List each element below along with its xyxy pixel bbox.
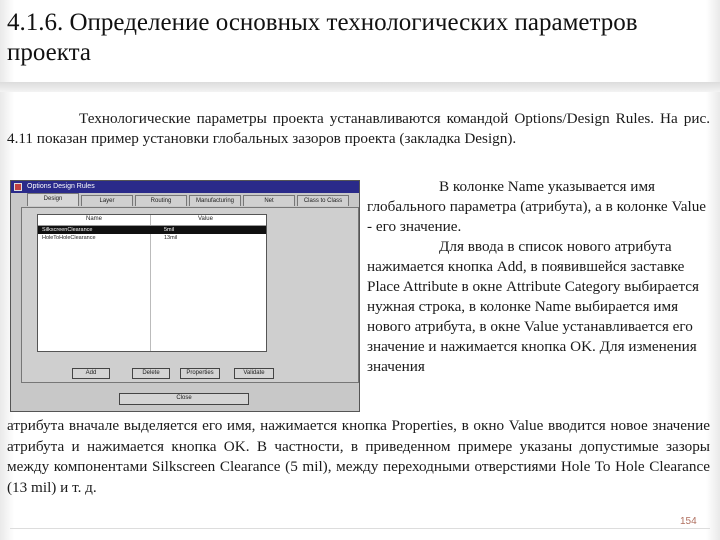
column-name-header: Name bbox=[86, 216, 103, 222]
tab-layer[interactable]: Layer bbox=[81, 195, 133, 206]
tab-manufacturing[interactable]: Manufacturing bbox=[189, 195, 241, 206]
tab-design[interactable]: Design bbox=[27, 193, 79, 206]
row-value: 13mil bbox=[164, 235, 178, 241]
body-paragraph-tail: атрибута вначале выделяется его имя, нажимается кнопка Properties, в окно Value вводится новое значение атрибута и нажимается кнопка OK. В частности, в приведенном примере указаны допустимые зазоры между компонентами Silkscreen Clearance (5 mil), между переходными отверстиями Hole To Hole Clearance (13 mil) и т. д. bbox=[7, 417, 710, 496]
dialog-tabs bbox=[21, 193, 359, 207]
table-header bbox=[38, 215, 266, 226]
slide-title: 4.1.6. Определение основных технологических параметров проекта bbox=[7, 9, 638, 66]
intro-paragraph bbox=[7, 109, 710, 149]
footer-divider bbox=[10, 528, 710, 529]
attributes-table bbox=[37, 214, 267, 352]
side-text-1: В колонке Name указывается имя глобального параметра (атрибута), а в колонке Value - его значение. bbox=[367, 178, 707, 235]
dialog-title-bar bbox=[11, 181, 359, 193]
tab-routing[interactable]: Routing bbox=[135, 195, 187, 206]
tab-class-to-class[interactable]: Class to Class bbox=[297, 195, 349, 206]
intro-text: Технологические параметры проекта устанавливаются командой Options/Design Rules. На рис. 4.11 показан пример установки глобальных зазоров проекта (закладка Design). bbox=[7, 110, 710, 147]
design-rules-dialog bbox=[10, 180, 360, 412]
table-row[interactable] bbox=[38, 226, 266, 234]
page-number: 154 bbox=[680, 516, 697, 527]
app-icon bbox=[14, 183, 22, 191]
close-button[interactable]: Close bbox=[119, 393, 249, 405]
delete-button[interactable]: Delete bbox=[132, 368, 170, 379]
validate-button[interactable]: Validate bbox=[234, 368, 274, 379]
tab-panel bbox=[21, 207, 359, 383]
side-text-2: Для ввода в список нового атрибута нажимается кнопка Add, в появившейся заставке Place Attribute в окне Attribute Category выбирается нужная строка, в колонке Name выбирается имя нового атрибута, в окне Value устанавливается его значение и нажимается кнопка OK. Для изменения значения bbox=[367, 238, 700, 375]
row-value: 5mil bbox=[164, 227, 175, 233]
side-text bbox=[367, 177, 710, 377]
table-row[interactable] bbox=[38, 234, 266, 242]
row-name: HoleToHoleClearance bbox=[42, 235, 96, 241]
tab-net[interactable]: Net bbox=[243, 195, 295, 206]
row-name: SilkscreenClearance bbox=[42, 227, 93, 233]
properties-button[interactable]: Properties bbox=[180, 368, 220, 379]
side-paragraph-1 bbox=[367, 177, 710, 237]
side-paragraph-2 bbox=[367, 237, 710, 377]
title-divider bbox=[0, 82, 720, 92]
add-button[interactable]: Add bbox=[72, 368, 110, 379]
dialog-title: Options Design Rules bbox=[27, 183, 95, 190]
column-value-header: Value bbox=[198, 216, 213, 222]
